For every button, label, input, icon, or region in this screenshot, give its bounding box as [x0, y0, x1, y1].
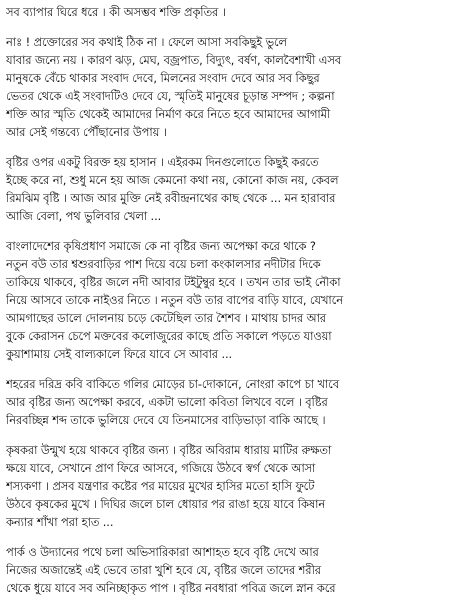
paragraph-spacer — [6, 225, 450, 237]
text-line: পার্ক ও উদ্যানের পথে চলা অভিসারিকারা আশাহত হবে বৃষ্টি দেখে আর — [6, 545, 319, 559]
paragraph-spacer — [6, 531, 450, 543]
text-line: মানুষকে বেঁচে থাকার সংবাদ দেবে, মিলনের সংবাদ দেবে আর সব কিছুর — [6, 71, 320, 85]
text-line: নতুন বউ তার শ্বশুরবাড়ির পাশ দিয়ে বয়ে চলা কংকালসার নদীটার দিকে — [6, 257, 321, 271]
paragraph-new-bride — [6, 237, 450, 363]
text-line: সব ব্যাপার ঘিরে ধরে । কী অসম্ভব শক্তি প্রকৃতির । — [6, 5, 226, 19]
text-line: আজি বেলা, পথ ভুলিবার খেলা ... — [6, 209, 162, 223]
paragraph-spacer — [6, 363, 450, 375]
text-line: কন্যার শাঁখা পরা হাত ... — [6, 515, 114, 529]
paragraph-spacer — [6, 141, 450, 153]
text-line: রিমঝিম বৃষ্টি । আজ আর মুক্তি নেই রবীন্দ্রনাথের কাছ থেকে ... মন হারাবার — [6, 191, 336, 205]
text-line: কুয়াশামায় সেই বাল্যকালে ফিরে যাবে সে আবার ... — [6, 347, 233, 361]
text-line: উঠবে কৃষকের মুখে । দিঘির জলে চাল ধোয়ার পর রাঙা হয়ে যাবে কিষান — [6, 497, 326, 511]
text-line: শক্তি আর স্মৃতি থেকেই আমাদের নির্মাণ করে নিতে হবে আমাদের আগামী — [6, 107, 331, 121]
text-line: বুকে কেরাসন চেপে মক্তবের কলোজুরের কাছে প্রতি সকালে পড়তে যাওয়া — [6, 329, 332, 343]
text-line: তাকিয়ে থাকবে, বৃষ্টির জলে নদী আবার টইটুম্বুর হবে । তখন তার ভাই নৌকা — [6, 275, 341, 289]
text-line: বাংলাদেশের কৃষিপ্রধাণ সমাজে কে না বৃষ্টির জন্য অপেক্ষা করে থাকে ? — [6, 239, 316, 253]
text-line: আর সেই গন্তব্যে পৌঁছানোর উপায় । — [6, 125, 167, 139]
text-line: শহরের দরিদ্র কবি বাকিতে গলির মোড়ের চা-দোকানে, নোংরা কাপে চা খাবে — [6, 377, 339, 391]
paragraph-farmers — [6, 441, 450, 531]
text-line: ক্ষয়ে যাবে, সেখানে প্রাণ ফিরে আসবে, গজিয়ে উঠবে স্বর্গ থেকে আসা — [6, 461, 316, 475]
paragraph-park-lovers — [6, 543, 450, 597]
text-line: কৃষকরা উন্মুখ হয়ে থাকবে বৃষ্টির জন্য । বৃষ্টির অবিরাম ধারায় মাটির রুক্ষতা — [6, 443, 332, 457]
paragraph-memory — [6, 33, 450, 141]
text-line: আমগাছের ডালে দোলনায় চড়ে কেটেছিল তার শৈশব । মাথায় চাদর আর — [6, 311, 326, 325]
paragraph-poor-poet — [6, 375, 450, 429]
text-line: নিজের অজান্তেই এই ভেবে তারা খুশি হবে যে, বৃষ্টির জলে তাদের শরীর — [6, 563, 321, 577]
text-line: শস্যকণা । প্রসব যন্ত্রণার কষ্টের পর মায়ের মুখের হাসির মতো হাসি ফুটে — [6, 479, 315, 493]
text-line: যাবার জন্যে নয় । কারণ ঝড়, মেঘ, বজ্রপাত, বিদ্যুৎ, বর্ষণ, কালবৈশাখী এসব — [6, 53, 342, 67]
text-line: ভেতর থেকে এই সংবাদটিও দেবে যে, স্মৃতিই মানুষের চূড়ান্ত সম্পদ ; কল্পনা — [6, 89, 335, 103]
text-line: নিরবচ্ছিন্ন শব্দ তাকে ভুলিয়ে দেবে যে তিনমাসের বাড়িভাড়া বাকি আছে । — [6, 413, 326, 427]
text-line: বৃষ্টির ওপর একটু বিরক্ত হয় হাসান । এইরকম দিনগুলোতে কিছুই করতে — [6, 155, 319, 169]
text-line: আর বৃষ্টির জন্য অপেক্ষা করবে, একটা ভালো কবিতা লিখবে বলে । বৃষ্টির — [6, 395, 328, 409]
text-line: ইচ্ছে করে না, শুধু মনে হয় আজ কেমনো কথা নয়, কোনো কাজ নয়, কেবল — [6, 173, 339, 187]
paragraph-hasan-rain — [6, 153, 450, 225]
text-line: নিয়ে আসবে তাকে নাইওর নিতে । নতুন বউ তার বাপের বাড়ি যাবে, যেখানে — [6, 293, 343, 307]
text-line: নাঃ ! প্রক্তোরের সব কথাই ঠিক না । ফেলে আসা সবকিছুই ভুলে — [6, 35, 287, 49]
paragraph-spacer — [6, 429, 450, 441]
paragraph-spacer — [6, 21, 450, 33]
paragraph-nature-power — [6, 3, 450, 21]
text-line: থেকে ধুয়ে যাবে সব অনিচ্ছাকৃত পাপ । বৃষ্টির নবধারা পবিত্র জলে স্নান করে — [6, 581, 336, 595]
